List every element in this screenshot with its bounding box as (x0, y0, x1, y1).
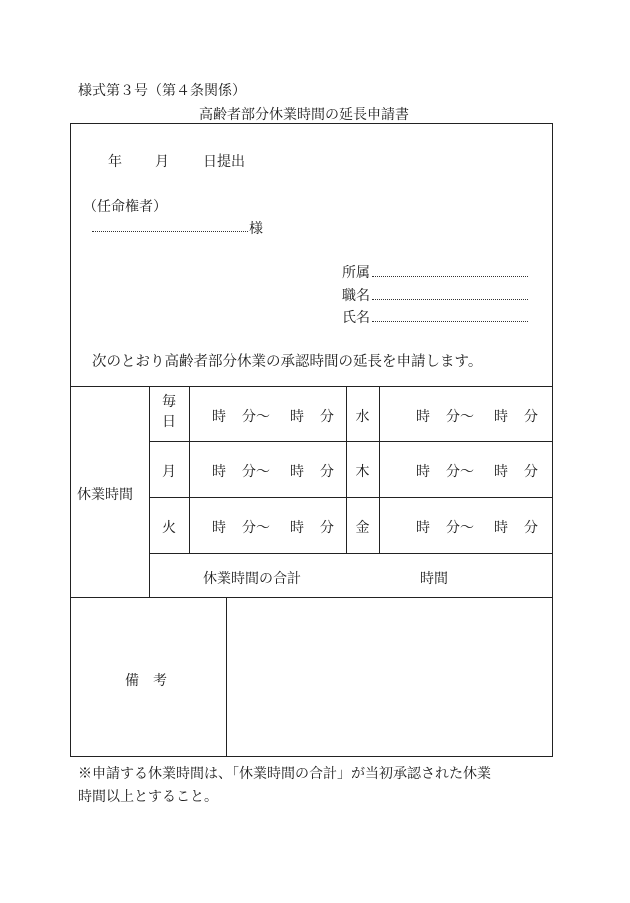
month-label: 月 (155, 154, 169, 170)
time-min-from: 分〜 (446, 520, 474, 536)
frame-right (552, 123, 553, 757)
grid-line-v4 (379, 386, 380, 554)
form-number: 様式第３号（第４条関係） (78, 83, 246, 99)
schedule-label: 休業時間 (77, 487, 133, 503)
time-min: 分 (320, 520, 334, 536)
day-submit-label: 日提出 (203, 154, 245, 170)
day-wednesday: 水 (355, 409, 370, 425)
total-label: 休業時間の合計 (203, 571, 301, 587)
time-hour: 時 (290, 409, 304, 425)
time-min: 分 (524, 409, 538, 425)
time-min-from: 分〜 (446, 409, 474, 425)
time-min-from: 分〜 (242, 464, 270, 480)
position-label: 職名 (342, 288, 370, 304)
affiliation-field[interactable] (372, 276, 528, 277)
grid-line-v2 (189, 386, 190, 554)
authority-name-field[interactable] (92, 231, 248, 232)
time-hour: 時 (494, 409, 508, 425)
note-line2: 時間以上とすること。 (78, 789, 218, 805)
statement-text: 次のとおり高齢者部分休業の承認時間の延長を申請します。 (92, 354, 483, 370)
time-hour: 時 (290, 464, 304, 480)
time-hour: 時 (416, 409, 430, 425)
time-hour: 時 (494, 464, 508, 480)
time-hour: 時 (416, 464, 430, 480)
time-hour: 時 (212, 520, 226, 536)
time-hour: 時 (212, 464, 226, 480)
remarks-label: 備 考 (125, 673, 167, 689)
authority-label: （任命権者） (83, 199, 167, 215)
time-min-from: 分〜 (242, 409, 270, 425)
day-daily: 毎日 (162, 394, 176, 430)
time-hour: 時 (212, 409, 226, 425)
form-title: 高齢者部分休業時間の延長申請書 (199, 107, 409, 123)
year-label: 年 (108, 154, 122, 170)
time-min-from: 分〜 (446, 464, 474, 480)
time-min: 分 (524, 520, 538, 536)
time-hour: 時 (416, 520, 430, 536)
position-field[interactable] (372, 299, 528, 300)
frame-top (70, 123, 553, 124)
day-monday: 月 (162, 464, 176, 480)
note-line1: ※申請する休業時間は、「休業時間の合計」が当初承認された休業 (78, 766, 491, 782)
time-min: 分 (524, 464, 538, 480)
day-thursday: 木 (355, 464, 370, 480)
day-tuesday: 火 (162, 520, 176, 536)
remarks-field[interactable] (228, 599, 551, 755)
sama-label: 様 (249, 221, 263, 237)
grid-line-h1 (70, 386, 553, 387)
time-hour: 時 (290, 520, 304, 536)
time-min: 分 (320, 464, 334, 480)
day-friday: 金 (355, 520, 370, 536)
name-field[interactable] (372, 321, 528, 322)
grid-line-h4 (149, 553, 553, 554)
frame-bottom (70, 756, 553, 757)
frame-left (70, 123, 71, 757)
time-min: 分 (320, 409, 334, 425)
time-min-from: 分〜 (242, 520, 270, 536)
grid-line-v5 (226, 597, 227, 757)
total-unit: 時間 (420, 571, 448, 587)
time-hour: 時 (494, 520, 508, 536)
name-label: 氏名 (342, 310, 370, 326)
grid-line-h5 (70, 597, 553, 598)
grid-line-h2 (149, 441, 553, 442)
grid-line-h3 (149, 497, 553, 498)
affiliation-label: 所属 (342, 265, 370, 281)
